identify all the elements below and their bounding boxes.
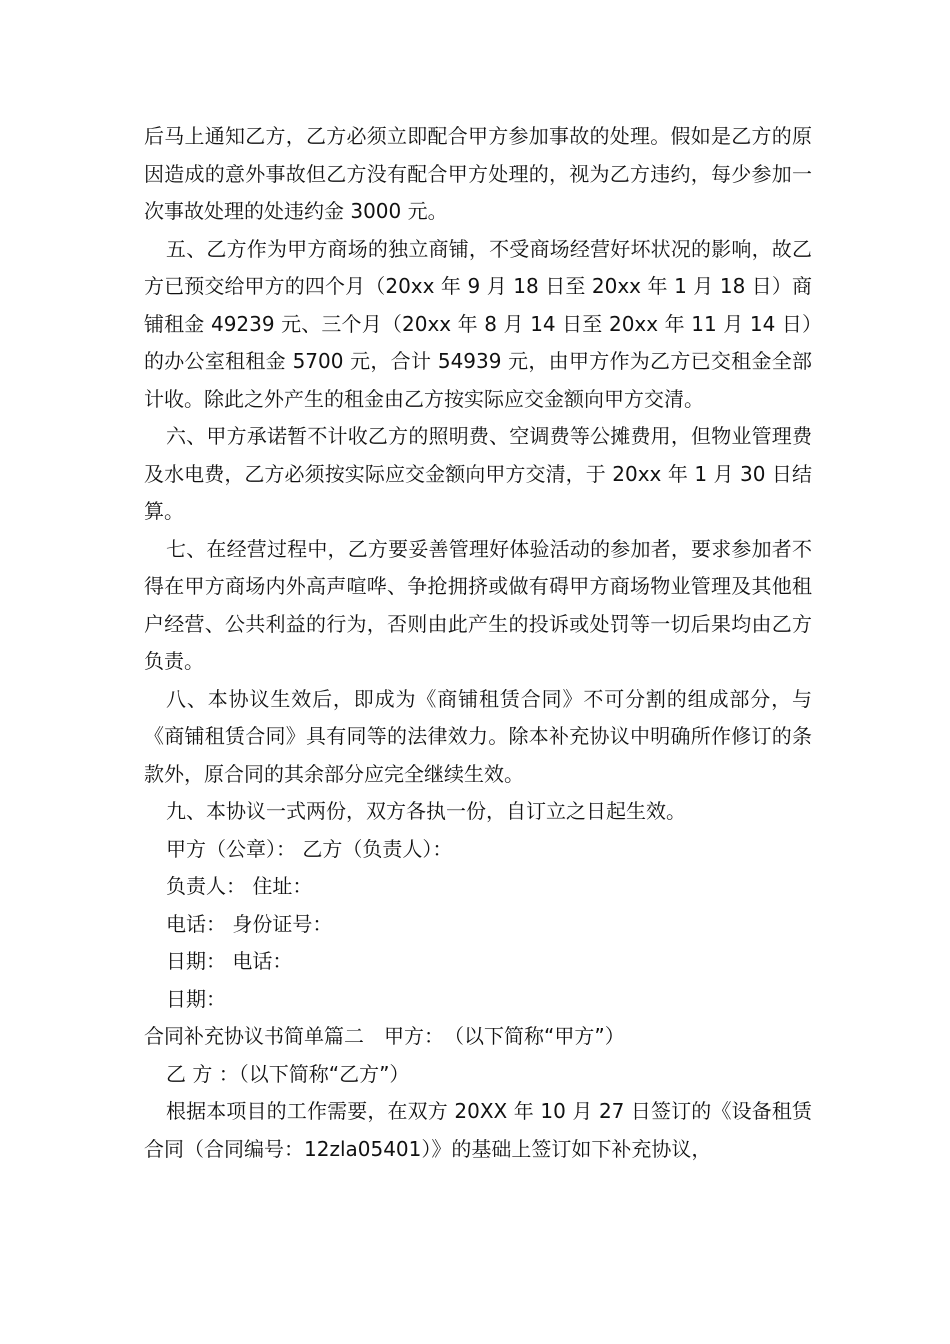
signature-line-parties: 甲方（公章）： 乙方（负责人）： — [166, 836, 453, 861]
signature-line-phone: 电话： 身份证号： — [166, 911, 333, 936]
signature-line-date-phone: 日期： 电话： — [166, 949, 293, 973]
paragraph-clause-8: 八、本协议生效后，即成为《商铺租赁合同》不可分割的组成部分，与《商铺租赁合同》具有同等的法律效力。除本补充协议中明确所作修订的条款外，原合同的其余部分应完全继续生效。 — [144, 686, 812, 786]
document-body — [144, 118, 812, 1168]
paragraph-accident-continuation: 后马上通知乙方，乙方必须立即配合甲方参加事故的处理。假如是乙方的原因造成的意外事故但乙方没有配合甲方处理的，视为乙方违约，每少参加一次事故处理的处违约金 3000 元。 — [144, 124, 812, 223]
paragraph-clause-9: 九、本协议一式两份，双方各执一份，自订立之日起生效。 — [166, 799, 686, 823]
party-b-line: 乙 方 ：（以下简称“乙方”） — [166, 1061, 410, 1086]
paragraph-clause-7: 七、在经营过程中，乙方要妥善管理好体验活动的参加者，要求参加者不得在甲方商场内外高声喧哗、争抢拥挤或做有碍甲方商场物业管理及其他租户经营、公共利益的行为，否则由此产生的投诉或处罚等一切后果均由乙方负责。 — [144, 536, 812, 673]
paragraph-clause-6: 六、甲方承诺暂不计收乙方的照明费、空调费等公摊费用，但物业管理费及水电费，乙方必须按实际应交金额向甲方交清，于 20xx 年 1 月 30 日结算。 — [144, 424, 812, 523]
signature-line-responsible: 负责人： 住址： — [166, 874, 313, 898]
section-heading-part-two: 合同补充协议书简单篇二 甲方： （以下简称“甲方”） — [144, 1024, 625, 1048]
paragraph-clause-5: 五、乙方作为甲方商场的独立商铺，不受商场经营好坏状况的影响，故乙方已预交给甲方的四个月（20xx 年 9 月 18 日至 20xx 年 1 月 18 日）商铺租金 49239 元、三个月（20xx 年 8 月 14 日至 20xx 年 11 月 14 日）的办公室租租金 5700 元，合计 54939 元，由甲方作为乙方已交租金全部计收。除此之外产生的租金由乙方按实际应交金额向甲方交清。 — [144, 236, 812, 411]
signature-line-date: 日期： — [166, 986, 226, 1011]
paragraph-intro-agreement: 根据本项目的工作需要，在双方 20XX 年 10 月 27 日签订的《设备租赁合同（合同编号：12zla05401）》的基础上签订如下补充协议， — [144, 1099, 812, 1161]
